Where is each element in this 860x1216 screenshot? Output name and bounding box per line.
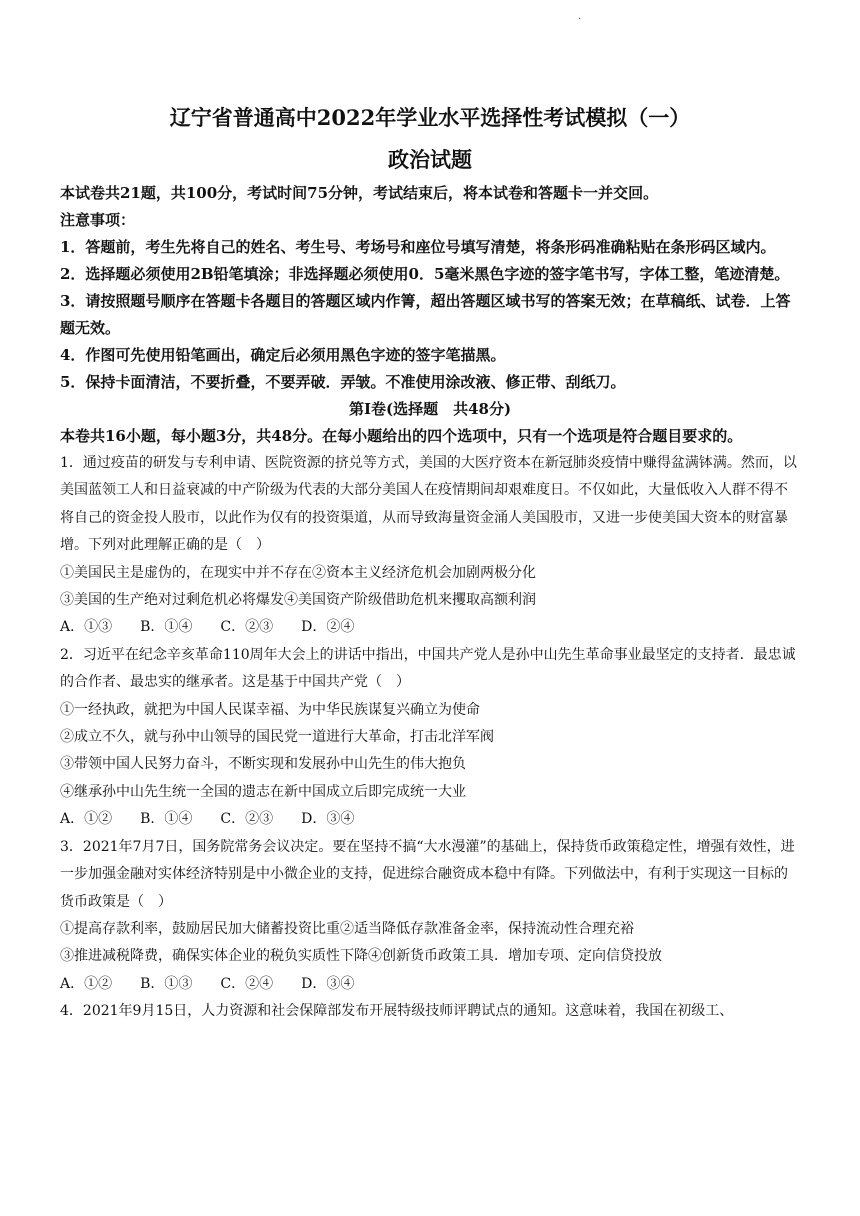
question-1 [60, 450, 800, 642]
option-b: B．①③ [140, 975, 193, 992]
exam-intro: 本试卷共21题，共100分，考试时间75分钟，考试结束后，将本试卷和答题卡一并交回。 [60, 184, 659, 202]
question-statement: ③推进减税降费，确保实体企业的税负实质性下降④创新货币政策工具．增加专项、定向信贷投放 [60, 948, 662, 965]
exam-page [60, 100, 800, 1026]
question-4 [60, 998, 800, 1025]
option-c: C．②③ [220, 619, 274, 636]
question-statement: ③美国的生产绝对过剩危机必将爆发④美国资产阶级借助危机来攫取高额利润 [60, 592, 536, 609]
question-statement: ①一经执政，就把为中国人民谋幸福、为中华民族谋复兴确立为使命 [60, 701, 480, 718]
notes-heading: 注意事项： [60, 211, 136, 229]
section-intro: 本卷共16小题，每小题3分，共48分。在每小题给出的四个选项中，只有一个选项是符合题目要求的。 [60, 427, 743, 445]
note-item: 3．请按照题号顺序在答题卡各题目的答题区域内作箐，超出答题区域书写的答案无效；在草稿纸、试卷．上答题无效。 [60, 292, 791, 337]
question-options [60, 806, 800, 833]
option-d: D．③④ [301, 975, 355, 992]
question-statement: ③带领中国人民努力奋斗，不断实现和发展孙中山先生的伟大抱负 [60, 756, 466, 773]
option-a: A．①② [60, 811, 113, 828]
question-statement: ④继承孙中山先生统一全国的遗志在新中国成立后即完成统一大业 [60, 783, 466, 800]
question-options [60, 614, 800, 641]
question-stem: 3．2021年7月7日，国务院常务会议决定。要在坚持不搞“大水漫灌”的基础上，保持货币政策稳定性，增强有效性，进一步加强金融对实体经济特别是中小微企业的支持，促进综合融资成本稳中有降。下列做法中，有利于实现这一目标的货币政策是（ ） [60, 838, 795, 910]
option-a: A．①② [60, 975, 113, 992]
question-options [60, 971, 800, 998]
option-b: B．①④ [140, 811, 193, 828]
option-a: A．①③ [60, 619, 113, 636]
question-statement: ①提高存款利率，鼓励居民加大储蓄投资比重②适当降低存款准备金率，保持流动性合理充裕 [60, 920, 634, 937]
question-3 [60, 834, 800, 998]
option-c: C．②③ [220, 811, 274, 828]
question-stem: 1．通过疫苗的研发与专利申请、医院资源的挤兑等方式，美国的大医疗资本在新冠肺炎疫情中赚得盆满钵满。然而，以美国蓝领工人和日益衰减的中产阶级为代表的大部分美国人在疫情期间却艰难度日。不仅如此，大量低收入人群不得不将自己的资金投人股市，以此作为仅有的投资渠道，从而导致海量资金涌人美国股市，又进一步使美国大资本的财富暴增。下列对此理解正确的是（ ） [60, 455, 797, 554]
note-item: 4．作图可先使用铅笔画出，确定后必须用黑色字迹的签字笔描黑。 [60, 346, 506, 364]
option-c: C．②④ [220, 975, 274, 992]
exam-title: 辽宁省普通高中2022年学业水平选择性考试模拟（一） [169, 105, 691, 130]
question-stem: 4．2021年9月15日，人力资源和社会保障部发布开展特级技师评聘试点的通知。这意味着，我国在初级工、 [60, 1003, 734, 1020]
note-item: 5．保持卡面清洁，不要折叠，不要弄破．弄皱。不准使用涂改液、修正带、刮纸刀。 [60, 373, 626, 391]
question-stem: 2．习近平在纪念辛亥革命110周年大会上的讲话中指出，中国共产党人是孙中山先生革命事业最坚定的支持者．最忠诚的合作者、最忠实的继承者。这是基于中国共产党（ ） [60, 646, 796, 691]
option-d: D．③④ [301, 811, 355, 828]
note-item: 1．答题前，考生先将自己的姓名、考生号、考场号和座位号填写清楚，将条形码准确粘贴在条形码区域内。 [60, 238, 776, 256]
option-b: B．①④ [140, 619, 193, 636]
question-2 [60, 642, 800, 834]
section-title: 第Ⅰ卷(选择题 共48分) [348, 400, 512, 418]
question-statement: ②成立不久，就与孙中山领导的国民党一道进行大革命，打击北洋军阀 [60, 729, 494, 746]
question-statement: ①美国民主是虚伪的，在现实中并不存在②资本主义经济危机会加剧两极分化 [60, 564, 536, 581]
option-d: D．②④ [301, 619, 355, 636]
note-item: 2．选择题必须使用2B铅笔填涂；非选择题必须使用0．5毫米黑色字迹的签字笔书写，字体工整，笔迹清楚。 [60, 265, 790, 283]
page-mark: · [578, 14, 582, 25]
exam-subtitle: 政治试题 [388, 147, 472, 172]
